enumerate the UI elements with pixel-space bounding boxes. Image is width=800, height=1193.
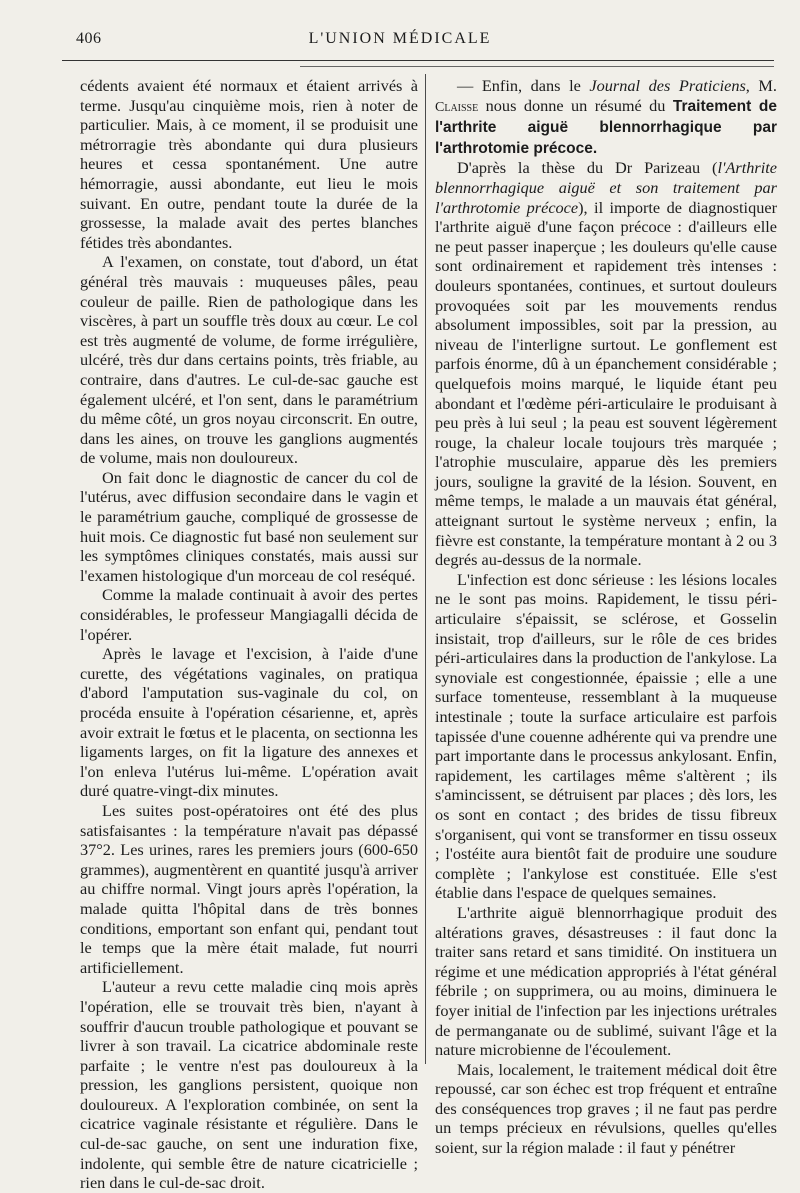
column-divider [425,74,426,1064]
paragraph: On fait donc le diagnostic de cancer du col de l'utérus, avec diffusion secondaire dans le vagin et le paramétrium gauche, compliqué de grossesse de huit mois. Ce diagnostic fut basé non seulement sur les symptômes cliniques constatés, mais aussi sur l'examen histologique d'un morceau de col reséqué. [80,467,418,585]
journal-title: Journal des Praticiens [589,76,746,95]
paragraph: cédents avaient été normaux et étaient arrivés à terme. Jusqu'au cinquième mois, rien à noter de particulier. Mais, à ce moment, il se produisit une métrorragie très abondante qui dura plusieurs heures et cessa spontanément. Une autre hémorragie, aussi abondante, eut lieu le mois suivant. En outre, pendant toute la durée de la grossesse, la malade avait des pertes blanches fétides très abondantes. [80,76,418,252]
text-run: nous donne un résumé du [478,95,673,115]
page-number: 406 [76,30,102,47]
paragraph-intro [435,76,777,158]
text-run: , M. [745,76,777,95]
paragraph: L'infection est donc sérieuse : les lésions locales ne le sont pas moins. Rapidement, le tissu péri-articulaire s'épaissit, se sclérose, et Gosselin insistait, trop d'ailleurs, sur le rôle de ces brides péri-articulaires dans la production de l'ankylose. La synoviale est congestionnée, épaissie ; elle a une surface tomenteuse, ressemblant à la muqueuse intestinale ; toute la surface articulaire est parfois tapissée d'une couenne adhérente qui va prendre une part importante dans le processus ankylosant. Enfin, rapidement, les cartilages même s'altèrent ; ils s'amincissent, se détruisent par places ; dès lors, les os sont en contact ; des brides de tissu fibreux s'organisent, qui vont se transformer en tissu osseux ; l'ostéite aura bientôt fait de produire une soudure complète ; l'ankylose est constituée. Elle s'est établie dans l'espace de quelques semaines. [435,569,777,903]
author-name: Claisse [435,99,479,115]
text-run: ), il importe de diagnostiquer l'arthrite aiguë d'une façon précoce : d'ailleurs elle ne peut passer inaperçue ; les douleurs qu'elle cause sont ordinairement et rapidement très intenses : douleurs spontanées, continues, et surtout douleurs provoquées soit par les mouvements rendus absolument impossibles, soit par la pression, au niveau de l'interligne surtout. Le gonflement est parfois énorme, dû à un épanchement considérable ; quelquefois moins marqué, le liquide étant peu abondant et l'œdème péri-articulaire le produisant à peu près à lui seul ; la peau est souvent légèrement rouge, la chaleur locale toujours très marquée ; l'atrophie musculaire, apparue dès les premiers jours, souligne la gravité de la lésion. Souvent, en même temps, le malade a un mauvais état général, atteignant surtout le système nerveux ; enfin, la fièvre est constante, la température montant à 2 ou 3 degrés au-dessus de la normale. [435,197,777,570]
header-rule [62,60,774,61]
text-run: — Enfin, dans le [457,76,590,95]
page-header [0,28,800,54]
thesis-title: l'Arthrite blennorrhagique aiguë et son traitement par l'arthrotomie précoce [435,158,777,217]
paragraph: Après le lavage et l'excision, à l'aide d'une curette, des végétations vaginales, on pratiqua d'abord l'amputation sus-vaginale du col, on procéda ensuite à l'opération césarienne, et, après avoir extrait le fœtus et le placenta, on sectionna les ligaments larges, on fit la ligature des annexes et l'on enleva l'utérus lui-même. L'opération avait duré quatre-vingt-dix minutes. [80,644,418,801]
article-title: Traitement de l'arthrite aiguë blennorrhagique par l'arthrotomie précoce. [435,97,778,157]
paragraph [435,158,777,569]
header-rule-secondary [300,66,774,67]
paragraph: Mais, localement, le traitement médical doit être repoussé, car son échec est trop fréquent et entraîne des conséquences trop graves ; il ne faut pas perdre un temps précieux en révulsions, quelles qu'elles soient, sur la région malade : il faut y pénétrer [435,1059,777,1158]
paragraph: Comme la malade continuait à avoir des pertes considérables, le professeur Mangiagalli décida de l'opérer. [80,585,418,644]
right-column [435,76,777,1158]
left-column [80,76,418,1193]
text-run: D'après la thèse du Dr Parizeau ( [457,158,718,178]
running-title: L'UNION MÉDICALE [308,30,492,47]
paragraph: Les suites post-opératoires ont été des plus satisfaisantes : la température n'avait pas dépassé 37°2. Les urines, rares les premiers jours (600-650 grammes), augmentèrent en quantité jusqu'à arriver au chiffre normal. Vingt jours après l'opération, la malade quitta l'hôpital dans de très bonnes conditions, emportant son enfant qui, pendant tout le temps que la mère était malade, fut nourri artificiellement. [80,800,418,977]
paragraph: A l'examen, on constate, tout d'abord, un état général très mauvais : muqueuses pâles, peau couleur de paille. Rien de pathologique dans les viscères, à part un souffle très doux au cœur. Le col est très augmenté de volume, de forme irrégulière, ulcéré, très dur dans certains points, très friable, au contraire, dans d'autres. Le cul-de-sac gauche est également ulcéré, et l'on sent, dans le paramétrium du même côté, un gros noyau circonscrit. En outre, dans les aines, on trouve les ganglions augmentés de volume, mais non douloureux. [80,252,418,468]
paragraph: L'arthrite aiguë blennorrhagique produit des altérations graves, désastreuses : il faut donc la traiter sans retard et sans timidité. On instituera un régime et une médication appropriés à l'état général fébrile ; on supprimera, ou au moins, diminuera le foyer initial de l'infection par les injections urétrales de permanganate ou de sublimé, suivant l'âge et la nature microbienne de l'écoulement. [435,902,777,1060]
paragraph: L'auteur a revu cette maladie cinq mois après l'opération, elle se trouvait très bien, n'ayant à souffrir d'aucun trouble pathologique et pouvant se livrer à son travail. La cicatrice abdominale reste parfaite ; le ventre n'est pas douloureux à la pression, les ganglions persistent, quoique non douloureux. A l'exploration combinée, on sent la cicatrice vaginale résistante et régulière. Dans le cul-de-sac gauche, on sent une induration fixe, indolente, qui semble être de nature cicatricielle ; rien dans le cul-de-sac droit. [80,977,418,1193]
